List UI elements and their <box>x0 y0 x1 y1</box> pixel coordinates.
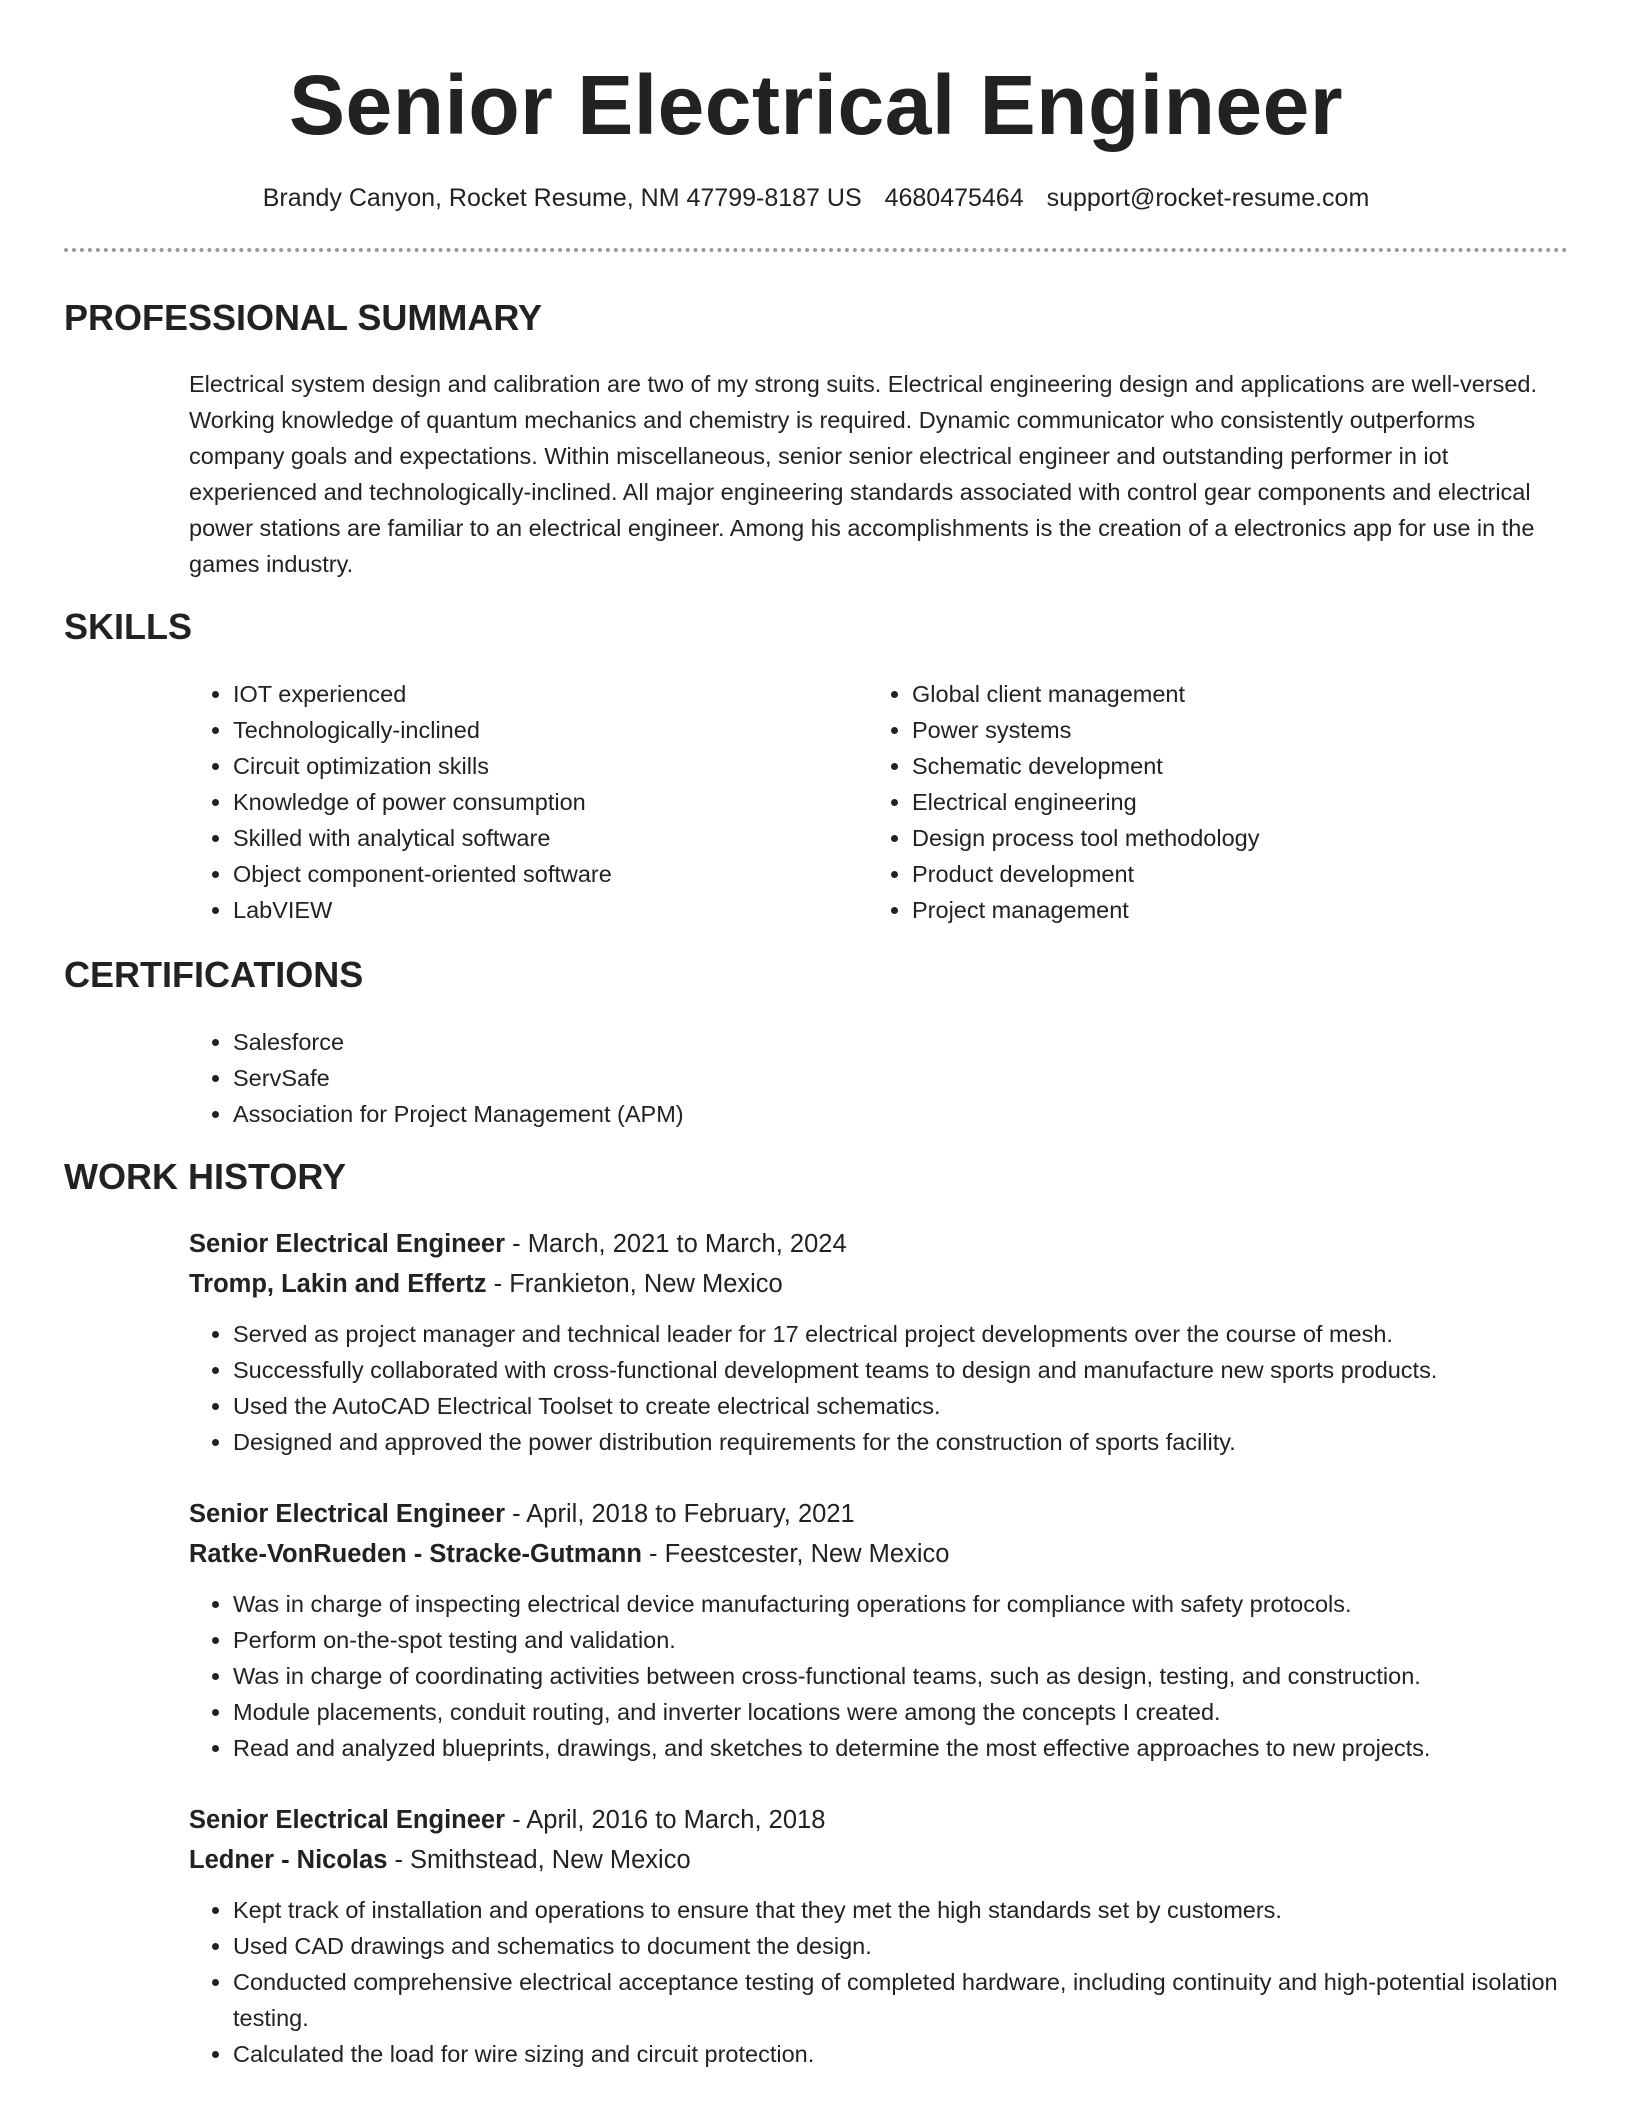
skill-item: • Object component-oriented software <box>233 856 829 892</box>
skill-item: • Power systems <box>912 712 1508 748</box>
job-bullet: • Successfully collaborated with cross-functional development teams to design and manufacture new sports products. <box>233 1352 1567 1388</box>
skills-heading: SKILLS <box>64 606 193 647</box>
job-title: Senior Electrical Engineer <box>189 1806 506 1834</box>
job-company: Ledner - Nicolas <box>189 1846 388 1874</box>
summary-text: Electrical system design and calibration are two of my strong suits. Electrical engineering design and applications are well-versed. Working knowledge of quantum mechanics and chemistry is required. Dynamic communicator who consistently outperforms company goals and expectations. Within miscellaneous, senior senior electrical engineer and outstanding performer in iot experienced and technologically-inclined. All major engineering standards associated with control gear components and electrical power stations are familiar to an electrical engineer. Among his accomplishments is the creation of a electronics app for use in the games industry. <box>189 371 1538 577</box>
job-location: - Smithstead, New Mexico <box>387 1846 691 1874</box>
skill-item: • Project management <box>912 892 1508 928</box>
job-dates: - April, 2018 to February, 2021 <box>505 1500 855 1528</box>
header-divider <box>64 248 1568 252</box>
skills-right-column <box>868 676 1508 928</box>
job-title-line <box>189 1494 1567 1534</box>
job-location: - Feestcester, New Mexico <box>641 1540 950 1568</box>
job-bullet: • Read and analyzed blueprints, drawings, and sketches to determine the most effective approaches to new projects. <box>233 1730 1567 1766</box>
job-entry-3 <box>189 1800 1567 2072</box>
summary-heading: PROFESSIONAL SUMMARY <box>64 297 543 338</box>
skill-item: • Design process tool methodology <box>912 820 1508 856</box>
resume-title: Senior Electrical Engineer <box>288 58 1344 152</box>
contact-phone: 4680475464 <box>884 184 1024 212</box>
certifications-list <box>189 1024 1089 1132</box>
job-bullet: • Conducted comprehensive electrical acceptance testing of completed hardware, including continuity and high-potential isolation testing. <box>233 1964 1567 2036</box>
contact-line <box>0 180 1632 216</box>
skill-item: • Knowledge of power consumption <box>233 784 829 820</box>
job-company-line <box>189 1840 1567 1880</box>
certification-item: • Salesforce <box>233 1024 1089 1060</box>
certification-item: • Association for Project Management (APM) <box>233 1096 1089 1132</box>
certification-item: • ServSafe <box>233 1060 1089 1096</box>
skill-item: • Circuit optimization skills <box>233 748 829 784</box>
job-title: Senior Electrical Engineer <box>189 1500 506 1528</box>
job-title-line <box>189 1224 1567 1264</box>
job-bullet: • Served as project manager and technical leader for 17 electrical project developments over the course of mesh. <box>233 1316 1567 1352</box>
work-history-heading: WORK HISTORY <box>64 1156 347 1197</box>
skill-item: • Global client management <box>912 676 1508 712</box>
job-bullet: • Was in charge of inspecting electrical device manufacturing operations for compliance with safety protocols. <box>233 1586 1567 1622</box>
job-entry-1 <box>189 1224 1567 1460</box>
job-title: Senior Electrical Engineer <box>189 1230 506 1258</box>
job-dates: - April, 2016 to March, 2018 <box>505 1806 826 1834</box>
job-company-line <box>189 1264 1567 1304</box>
contact-address: Brandy Canyon, Rocket Resume, NM 47799-8187 US <box>262 184 862 212</box>
skill-item: • Technologically-inclined <box>233 712 829 748</box>
job-bullet: • Used the AutoCAD Electrical Toolset to create electrical schematics. <box>233 1388 1567 1424</box>
job-bullet: • Was in charge of coordinating activities between cross-functional teams, such as design, testing, and construction. <box>233 1658 1567 1694</box>
skills-left-column <box>189 676 829 928</box>
job-bullet: • Calculated the load for wire sizing and circuit protection. <box>233 2036 1567 2072</box>
job-location: - Frankieton, New Mexico <box>486 1270 783 1298</box>
job-bullet: • Perform on-the-spot testing and validation. <box>233 1622 1567 1658</box>
job-title-line <box>189 1800 1567 1840</box>
job-bullet: • Module placements, conduit routing, and inverter locations were among the concepts I created. <box>233 1694 1567 1730</box>
skill-item: • Skilled with analytical software <box>233 820 829 856</box>
job-company: Tromp, Lakin and Effertz <box>189 1270 487 1298</box>
certifications-heading: CERTIFICATIONS <box>64 954 364 995</box>
job-entry-2 <box>189 1494 1567 1766</box>
job-bullet: • Used CAD drawings and schematics to document the design. <box>233 1928 1567 1964</box>
contact-email: support@rocket-resume.com <box>1046 184 1370 212</box>
job-bullet: • Kept track of installation and operations to ensure that they met the high standards set by customers. <box>233 1892 1567 1928</box>
skill-item: • Electrical engineering <box>912 784 1508 820</box>
job-company: Ratke-VonRueden - Stracke-Gutmann <box>189 1540 642 1568</box>
job-company-line <box>189 1534 1567 1574</box>
job-bullet: • Designed and approved the power distribution requirements for the construction of sports facility. <box>233 1424 1567 1460</box>
skill-item: • IOT experienced <box>233 676 829 712</box>
job-dates: - March, 2021 to March, 2024 <box>505 1230 847 1258</box>
skill-item: • Product development <box>912 856 1508 892</box>
skill-item: • LabVIEW <box>233 892 829 928</box>
skill-item: • Schematic development <box>912 748 1508 784</box>
